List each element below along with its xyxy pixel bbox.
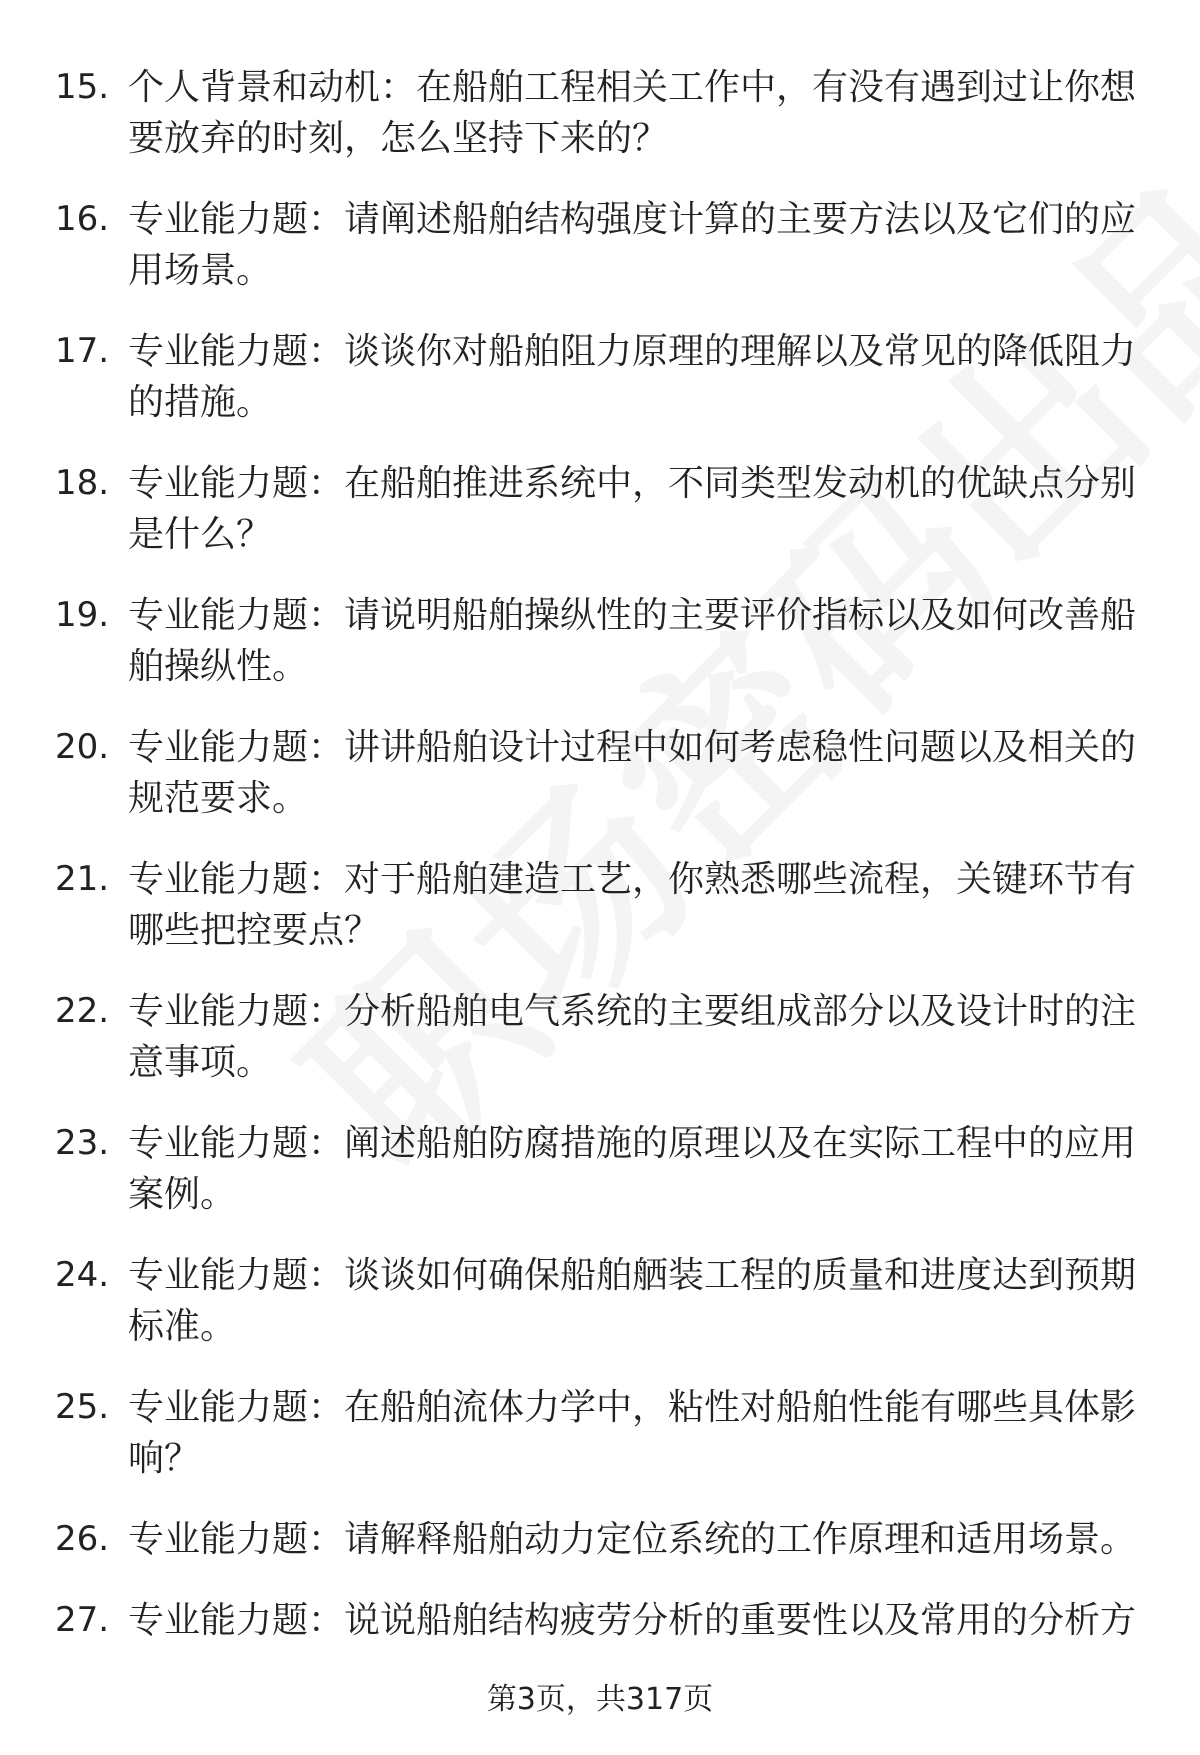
question-text: 专业能力题：请说明船舶操纵性的主要评价指标以及如何改善船舶操纵性。 (128, 595, 1137, 687)
list-item (0, 986, 1200, 1118)
question-number: 24. (55, 1255, 110, 1295)
question-text: 专业能力题：说说船舶结构疲劳分析的重要性以及常用的分析方 (128, 1600, 1137, 1641)
question-number: 15. (55, 67, 110, 107)
question-number: 25. (55, 1387, 110, 1427)
question-text: 专业能力题：讲讲船舶设计过程中如何考虑稳性问题以及相关的规范要求。 (128, 727, 1137, 819)
question-text: 专业能力题：分析船舶电气系统的主要组成部分以及设计时的注意事项。 (128, 991, 1137, 1083)
question-text: 专业能力题：谈谈你对船舶阻力原理的理解以及常见的降低阻力的措施。 (128, 331, 1137, 423)
question-text: 专业能力题：请阐述船舶结构强度计算的主要方法以及它们的应用场景。 (128, 199, 1137, 291)
question-number: 17. (55, 331, 110, 371)
question-number: 18. (55, 463, 110, 503)
page-number: 第3页，共317页 (486, 1682, 714, 1717)
question-number: 19. (55, 595, 110, 635)
question-number: 20. (55, 727, 110, 767)
question-number: 26. (55, 1519, 110, 1559)
list-item (0, 590, 1200, 722)
question-text: 专业能力题：请解释船舶动力定位系统的工作原理和适用场景。 (128, 1519, 1137, 1560)
list-item (0, 854, 1200, 986)
question-text: 专业能力题：在船舶流体力学中，粘性对船舶性能有哪些具体影响？ (128, 1387, 1137, 1479)
list-item (0, 194, 1200, 326)
list-item (0, 326, 1200, 458)
question-text: 专业能力题：谈谈如何确保船舶舾装工程的质量和进度达到预期标准。 (128, 1255, 1137, 1347)
question-number: 16. (55, 199, 110, 239)
question-number: 21. (55, 859, 110, 899)
question-text: 专业能力题：对于船舶建造工艺，你熟悉哪些流程，关键环节有哪些把控要点？ (128, 859, 1137, 951)
list-item (0, 1514, 1200, 1595)
list-item (0, 722, 1200, 854)
question-text: 专业能力题：阐述船舶防腐措施的原理以及在实际工程中的应用案例。 (128, 1123, 1137, 1215)
question-number: 23. (55, 1123, 110, 1163)
list-item (0, 1250, 1200, 1382)
question-text: 个人背景和动机：在船舶工程相关工作中，有没有遇到过让你想要放弃的时刻，怎么坚持下来的？ (128, 67, 1137, 159)
question-list (0, 62, 1200, 1655)
list-item (0, 458, 1200, 590)
list-item (0, 1382, 1200, 1514)
list-item (0, 1118, 1200, 1250)
question-text: 专业能力题：在船舶推进系统中，不同类型发动机的优缺点分别是什么？ (128, 463, 1137, 555)
question-number: 27. (55, 1600, 110, 1640)
list-item (0, 62, 1200, 194)
list-item (0, 1595, 1200, 1655)
question-number: 22. (55, 991, 110, 1031)
